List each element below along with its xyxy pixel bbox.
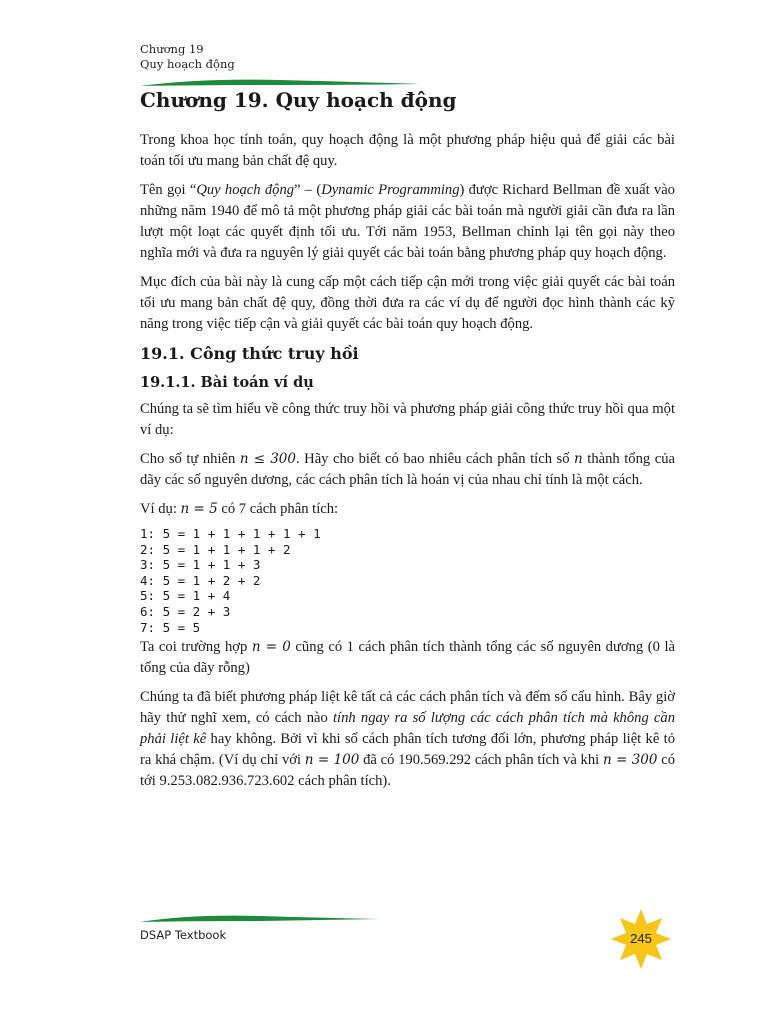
math-n-eq-300: n = 300 <box>602 752 658 769</box>
text-run: đã có 190.569.292 cách phân tích và khi <box>359 752 603 769</box>
header-subtitle: Quy hoạch động <box>140 57 235 71</box>
example-line <box>140 499 675 520</box>
math-n-eq-5: n = 5 <box>180 501 218 517</box>
text-run: có 7 cách phân tích: <box>217 501 339 517</box>
text-run: Tên gọi “ <box>140 182 197 198</box>
math-n-eq-100: n = 100 <box>304 752 360 769</box>
purpose-paragraph: Mục đích của bài này là cung cấp một cách tiếp cận mới trong việc giải quyết các bài toán tối ưu mang bản chất đệ quy, đồng thời đưa ra các ví dụ để người đọc hình thành các kỹ năng trong việc tiếp cận và giải quyết các bài toán quy hoạch động. <box>140 274 675 332</box>
footer-swoosh-icon <box>140 912 380 926</box>
section-heading: 19.1. Công thức truy hồi <box>140 344 359 363</box>
intro-paragraph: Trong khoa học tính toán, quy hoạch động là một phương pháp hiệu quả để giải các bài toán tối ưu mang bản chất đệ quy. <box>140 132 675 169</box>
listing-line: 1: 5 = 1 + 1 + 1 + 1 + 1 <box>140 526 321 541</box>
name-paragraph <box>140 180 675 264</box>
listing-line: 4: 5 = 1 + 2 + 2 <box>140 572 261 588</box>
emphasis-text: tính ngay ra số lượng các cách phân tích mà không cần phải liệt kê <box>140 710 676 748</box>
listing-line: 7: 5 = 5 <box>140 619 201 635</box>
term-en: Dynamic Programming <box>321 182 460 198</box>
term-vi: Quy hoạch động <box>196 182 295 198</box>
text-run: ” – ( <box>294 182 322 198</box>
text-run: có tới 9.253.082.936.723.602 cách phân tích). <box>140 752 675 790</box>
header-chapter: Chương 19 <box>140 42 204 56</box>
text-run: Cho số tự nhiên <box>140 451 240 467</box>
listing-line: 2: 5 = 1 + 1 + 1 + 2 <box>140 541 291 557</box>
listing-line: 6: 5 = 2 + 3 <box>140 603 231 619</box>
subsection-heading: 19.1.1. Bài toán ví dụ <box>140 374 314 391</box>
math-n-eq-0: n = 0 <box>251 639 291 656</box>
subsection-intro: Chúng ta sẽ tìm hiểu về công thức truy hồi và phương pháp giải công thức truy hồi qua một ví dụ: <box>140 401 675 438</box>
text-run: thành tổng của dãy các số nguyên dương, các cách phân tích là hoán vị của nhau chỉ tính là một cách. <box>140 451 675 488</box>
text-run: ) được Richard Bellman đề xuất vào những năm 1940 để mô tả một phương pháp giải các bài toán mà người giải cần đưa ra lần lượt một loạt các quyết định tối ưu. Tới năm 1953, Bellman chỉnh lại tên gọi này theo nghĩa mới và đưa ra nguyên lý giải quyết các bài toán bằng phương pháp quy hoạch động. <box>140 182 675 261</box>
text-run: Chúng ta đã biết phương pháp liệt kê tất cả các cách phân tích và đếm số cấu hình. Bây giờ hãy thử nghĩ xem, có cách nào <box>140 689 675 727</box>
zero-case-paragraph <box>140 637 675 679</box>
page-number: 245 <box>630 931 652 946</box>
math-n-bound: n ≤ 300 <box>239 451 296 467</box>
running-header <box>140 42 235 72</box>
partition-listing <box>140 526 675 635</box>
text-run: Ta coi trường hợp <box>140 639 252 656</box>
chapter-title: Chương 19. Quy hoạch động <box>140 88 457 112</box>
problem-statement <box>140 449 675 491</box>
text-run: hay không. Bởi vì khi số cách phân tích tương đối lớn, phương pháp liệt kê tỏ ra khá chậm. (Ví dụ chỉ với <box>140 731 676 769</box>
final-paragraph <box>140 687 675 792</box>
text-run: . Hãy cho biết có bao nhiêu cách phân tích số <box>295 451 575 467</box>
listing-line: 3: 5 = 1 + 1 + 3 <box>140 557 261 573</box>
text-run: Ví dụ: <box>140 501 181 517</box>
page-content <box>140 86 675 800</box>
listing-line: 5: 5 = 1 + 4 <box>140 588 231 604</box>
footer-book-title: DSAP Textbook <box>140 928 227 942</box>
math-n: n <box>574 451 583 467</box>
text-run: cũng có 1 cách phân tích thành tổng các số nguyên dương (0 là tổng của dãy rỗng) <box>140 639 675 677</box>
